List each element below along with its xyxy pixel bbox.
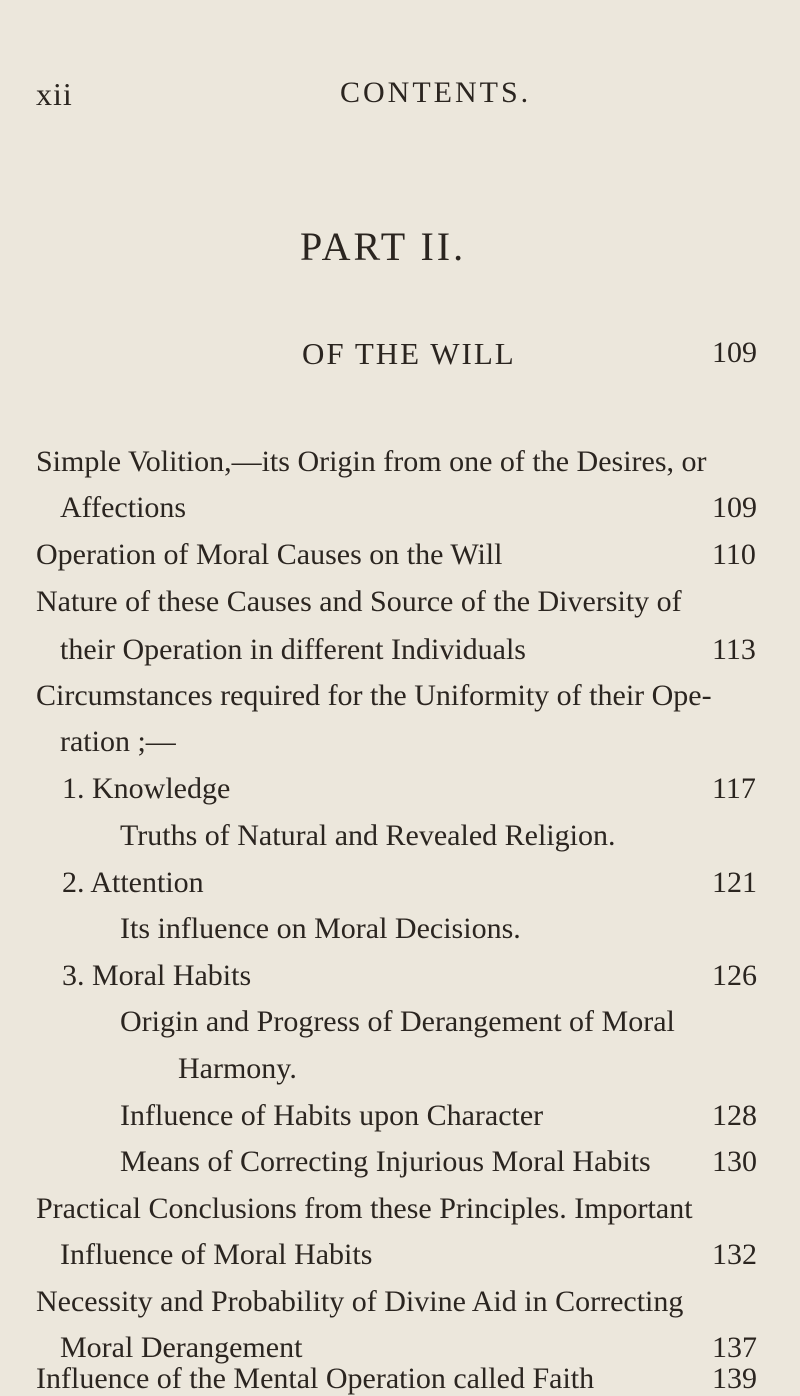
toc-entry-line: Circumstances required for the Uniformity of their Ope- [36,679,712,712]
toc-entry-line: Influence of Habits upon Character [120,1099,544,1132]
toc-entry-line: Affections [60,491,187,524]
part-subtitle: OF THE WILL [302,336,516,371]
toc-page-number: 126 [712,959,757,992]
toc-subentry: Its influence on Moral Decisions. [120,912,521,945]
toc-entry-line: Simple Volition,—its Origin from one of the Desires, or [36,445,707,478]
part-page-number: 109 [712,336,757,369]
toc-entry-line: Practical Conclusions from these Principles. Important [36,1192,693,1225]
toc-entry-line: 1. Knowledge [62,772,231,805]
toc-entry-line: Nature of these Causes and Source of the Diversity of [36,585,682,618]
toc-page-number: 132 [712,1238,757,1271]
toc-page-number: 137 [712,1331,757,1364]
toc-entry-line: Influence of the Mental Operation called Faith [36,1362,595,1395]
toc-subentry: Harmony. [178,1052,297,1085]
toc-entry-line: 3. Moral Habits [62,959,252,992]
toc-entry-line: ration ;— [60,725,176,758]
toc-entry-line: Necessity and Probability of Divine Aid in Correcting [36,1285,684,1318]
toc-entry-line: Influence of Moral Habits [60,1238,373,1271]
toc-page-number: 110 [712,538,756,571]
toc-page-number: 139 [712,1362,757,1395]
toc-entry-line: 2. Attention [62,866,204,899]
toc-subentry: Truths of Natural and Revealed Religion. [120,819,616,852]
toc-page-number: 130 [712,1145,757,1178]
toc-entry-line: Operation of Moral Causes on the Will [36,538,503,571]
toc-entry-line: Moral Derangement [60,1331,303,1364]
toc-entry-line: Means of Correcting Injurious Moral Habits [120,1145,651,1178]
running-title: CONTENTS. [340,76,532,109]
toc-page-number: 121 [712,866,757,899]
toc-page-number: 113 [712,633,756,666]
part-heading: PART II. [300,224,467,269]
toc-subentry: Origin and Progress of Derangement of Moral [120,1005,675,1038]
toc-page-number: 128 [712,1099,757,1132]
page-number-roman: xii [36,76,73,112]
toc-page-number: 109 [712,491,757,524]
toc-page-number: 117 [712,772,756,805]
toc-entry-line: their Operation in different Individuals [60,633,526,666]
